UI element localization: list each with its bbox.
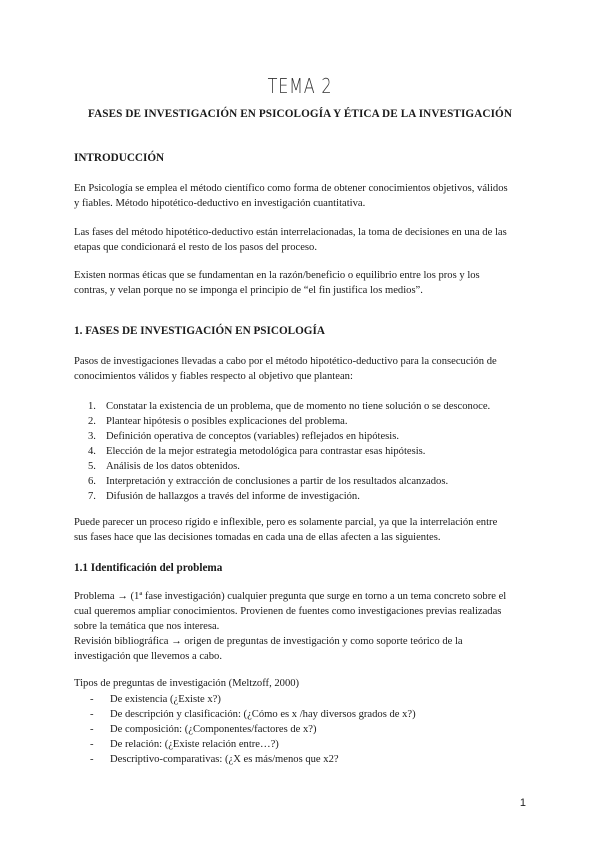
list-item (74, 722, 416, 737)
text-line: Revisión bibliográfica → origen de preguntas de investigación y como soporte teórico de la (74, 636, 463, 647)
list-item (74, 752, 416, 767)
list-number: 1. (88, 401, 96, 412)
text-line: etapas que condicionará el resto de los pasos del proceso. (74, 242, 317, 253)
question-types-list (74, 692, 416, 767)
text-line: investigación que llevemos a cabo. (74, 651, 222, 662)
section-1-1-heading: 1.1 Identificación del problema (74, 562, 223, 574)
text-line: y fiables. Método hipotético-deductivo en investigación cuantitativa. (74, 198, 366, 209)
list-text: Constatar la existencia de un problema, que de momento no tiene solución o se desconoce. (106, 401, 491, 412)
list-text: De relación: (¿Existe relación entre…?) (110, 739, 279, 750)
list-text: Definición operativa de conceptos (variables) reflejados en hipótesis. (106, 431, 399, 442)
text-line: Pasos de investigaciones llevadas a cabo por el método hipotético-deductivo para la consecución de (74, 356, 497, 367)
list-text: Descriptivo-comparativas: (¿X es más/menos que x2? (110, 754, 339, 765)
page-number: 1 (519, 797, 526, 809)
list-number: 5. (88, 461, 96, 472)
text-line: sobre la temática que nos interesa. (74, 621, 220, 632)
list-item (74, 692, 416, 707)
section-1-lead (74, 354, 534, 384)
dash-bullet: - (90, 694, 94, 705)
text-line: Las fases del método hipotético-deductivo están interrelacionadas, la toma de decisiones en una de las (74, 227, 507, 238)
list-item (74, 429, 490, 444)
list-item (74, 707, 416, 722)
dash-bullet: - (90, 709, 94, 720)
intro-paragraph-2 (74, 225, 534, 255)
dash-bullet: - (90, 754, 94, 765)
list-item (74, 489, 490, 504)
phases-list (74, 399, 490, 504)
list-text: De descripción y clasificación: (¿Cómo es x /hay diversos grados de x?) (110, 709, 416, 720)
list-text: De existencia (¿Existe x?) (110, 694, 221, 705)
list-item (74, 459, 490, 474)
text-line: sus fases hace que las decisiones tomadas en cada una de ellas afecten a las siguientes. (74, 532, 441, 543)
text-line: Problema → (1ª fase investigación) cualquier pregunta que surge en torno a un tema concreto sobre el (74, 591, 507, 602)
intro-paragraph-1 (74, 181, 534, 211)
list-text: Interpretación y extracción de conclusiones a partir de los resultados alcanzados. (106, 476, 449, 487)
dash-bullet: - (90, 739, 94, 750)
list-number: 2. (88, 416, 96, 427)
list-text: Plantear hipótesis o posibles explicaciones del problema. (106, 416, 348, 427)
text-line: Tipos de preguntas de investigación (Meltzoff, 2000) (74, 678, 300, 689)
section-1-1-paragraph (74, 589, 534, 664)
list-number: 3. (88, 431, 96, 442)
list-number: 7. (88, 491, 96, 502)
page-subtitle: FASES DE INVESTIGACIÓN EN PSICOLOGÍA Y ÉTICA DE LA INVESTIGACIÓN (87, 108, 513, 120)
list-text: De composición: (¿Componentes/factores de x?) (110, 724, 317, 735)
list-text: Difusión de hallazgos a través del informe de investigación. (106, 491, 360, 502)
question-types-lead (74, 676, 534, 691)
list-item (74, 399, 490, 414)
text-line: conocimientos válidos y fiables respecto al objetivo que plantean: (74, 371, 353, 382)
text-line: cual queremos ampliar conocimientos. Provienen de fuentes como investigaciones previas realizadas (74, 606, 502, 617)
list-text: Análisis de los datos obtenidos. (106, 461, 240, 472)
section-1-heading: 1. FASES DE INVESTIGACIÓN EN PSICOLOGÍA (74, 325, 325, 337)
list-number: 4. (88, 446, 96, 457)
list-item (74, 737, 416, 752)
page-title: TEMA 2 (267, 74, 333, 98)
list-item (74, 414, 490, 429)
text-line: contras, y velan porque no se imponga el principio de “el fin justifica los medios”. (74, 285, 423, 296)
section-1-closing (74, 515, 534, 545)
text-line: Puede parecer un proceso rígido e inflexible, pero es solamente parcial, ya que la interrelación entre (74, 517, 498, 528)
text-line: Existen normas éticas que se fundamentan en la razón/beneficio o equilibrio entre los pros y los (74, 270, 480, 281)
list-number: 6. (88, 476, 96, 487)
list-item (74, 474, 490, 489)
list-text: Elección de la mejor estrategia metodológica para contrastar esas hipótesis. (106, 446, 426, 457)
text-line: En Psicología se emplea el método científico como forma de obtener conocimientos objetivos, válidos (74, 183, 508, 194)
dash-bullet: - (90, 724, 94, 735)
list-item (74, 444, 490, 459)
intro-paragraph-3 (74, 268, 534, 298)
intro-heading: INTRODUCCIÓN (74, 152, 165, 164)
